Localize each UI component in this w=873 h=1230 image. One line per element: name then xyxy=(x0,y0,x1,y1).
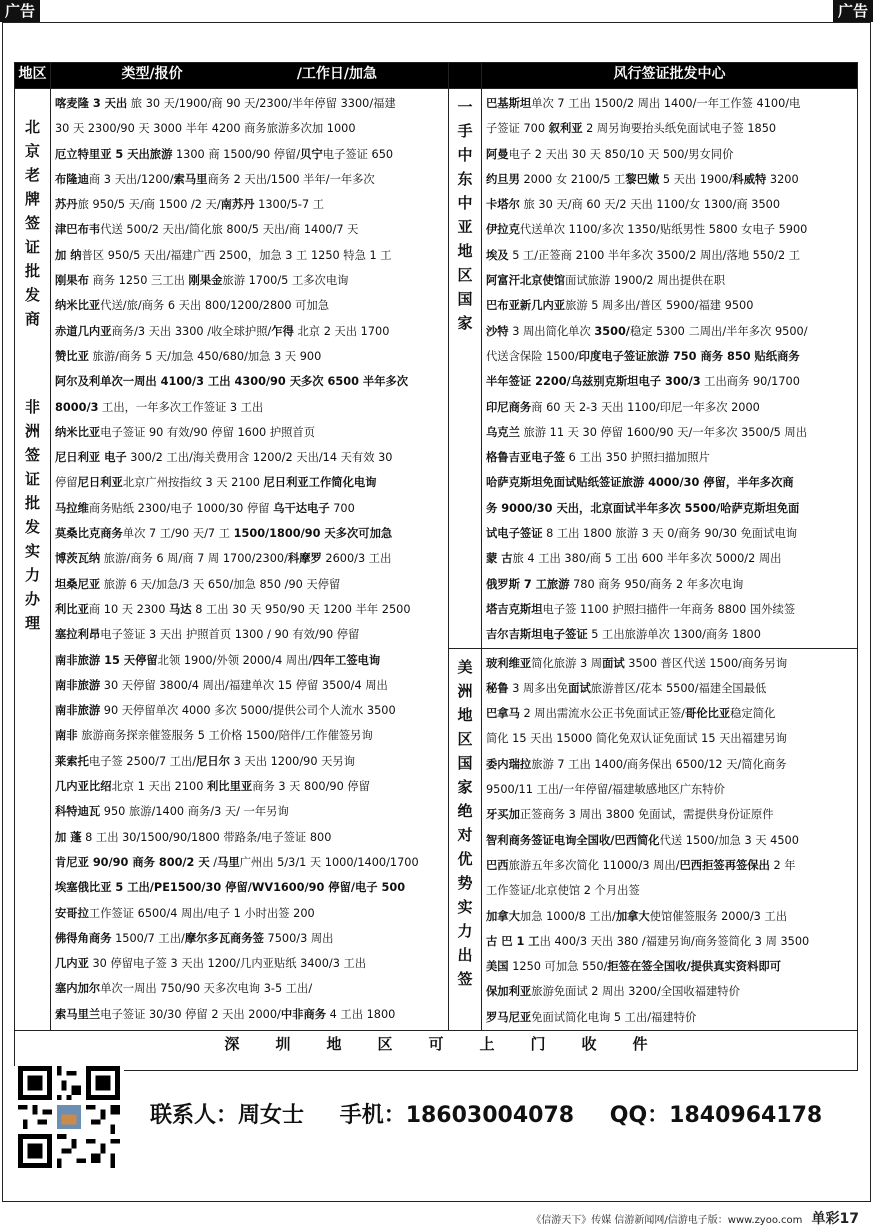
region-americas-char: 力 xyxy=(457,921,473,940)
page-number: 单彩17 xyxy=(811,1211,859,1227)
listing-line: 代送含保险 1500/印度电子签证旅游 750 商务 850 贴纸商务 xyxy=(486,349,800,363)
listing-line: 吉尔吉斯坦电子签证 5 工出旅游单次 1300/商务 1800 xyxy=(486,628,761,642)
listing-line: 停留尼日利亚北京广州按指纹 3 天 2100 尼日利亚工作简化电询 xyxy=(55,476,377,490)
header-workday-label: /工作日/加急 xyxy=(296,66,378,82)
listing-line: 纳米比亚电子签证 90 有效/90 停留 1600 护照首页 xyxy=(55,425,316,439)
listing-line: 古 巴 1 工出 400/3 天出 380 /福建另询/商务签简化 3 周 3500 xyxy=(486,934,810,948)
listing-line: 塞拉利昂电子签证 3 天出 护照首页 1300 / 90 有效/90 停留 xyxy=(55,628,360,642)
contact-phone[interactable]: 手机：18603004078 xyxy=(339,1103,575,1128)
listing-line: 阿富汗北京使馆面试旅游 1900/2 周出提供在职 xyxy=(486,274,725,288)
region-americas-char: 优 xyxy=(457,849,473,868)
listing-line: 索马里兰电子签证 30/30 停留 2 天出 2000/中非商务 4 工出 1800 xyxy=(55,1007,396,1021)
region-americas-char: 国 xyxy=(457,753,473,772)
region-africa-char: 非 xyxy=(24,398,40,416)
region-africa-char: 办 xyxy=(24,590,40,608)
listing-line: 塔吉克斯坦电子签 1100 护照扫描件一年商务 8800 国外续签 xyxy=(486,602,796,616)
listing-line: 科特迪瓦 950 旅游/1400 商务/3 天/ 一年另询 xyxy=(55,805,289,819)
region-africa-char: 理 xyxy=(24,614,40,632)
bottom-band-char: 地 xyxy=(326,1034,342,1053)
listing-line: 喀麦隆 3 天出 旅 30 天/1900/商 90 天/2300/半年停留 3300/福建 xyxy=(55,97,396,110)
listing-line: 南非旅游 90 天停留单次 4000 多次 5000/提供公司个人流水 3500 xyxy=(55,704,396,718)
region-beijing-char: 批 xyxy=(24,262,40,280)
listing-line: 坦桑尼亚 旅游 6 天/加急/3 天 650/加急 850 /90 天停留 xyxy=(55,577,341,591)
right-listing-asia xyxy=(482,89,858,649)
listing-line: 务 9000/30 天出，北京面试半年多次 5500/哈萨克斯坦免面 xyxy=(486,501,800,515)
listing-line: 工作签证/北京使馆 2 个月出签 xyxy=(486,884,640,898)
region-africa xyxy=(15,395,50,635)
listing-line: 9500/11 工出/一年停留/福建敏感地区广东特价 xyxy=(486,783,725,797)
listing-line: 马拉维商务贴纸 2300/电子 1000/30 停留 乌干达电子 700 xyxy=(55,501,355,515)
listing-line: 卡塔尔 旅 30 天/商 60 天/2 天出 1100/女 1300/商 3500 xyxy=(486,198,781,212)
table-body-top xyxy=(15,89,858,649)
listing-line: 南非旅游 15 天停留北领 1900/外领 2000/4 周出/四年工签电询 xyxy=(55,653,381,667)
contact-person: 联系人：周女士 xyxy=(150,1103,305,1128)
region-africa-char: 批 xyxy=(24,494,40,512)
listing-line: 巴布亚新几内亚旅游 5 周多出/普区 5900/福建 9500 xyxy=(486,299,754,313)
listing-line: 伊拉克代送单次 1100/多次 1350/贴纸男性 5800 女电子 5900 xyxy=(486,223,808,237)
region-americas-char: 实 xyxy=(457,897,473,916)
region-asia-char: 地 xyxy=(457,242,473,260)
region-asia-char: 东 xyxy=(457,170,473,188)
bottom-band-char: 件 xyxy=(632,1034,648,1053)
listing-line: 厄立特里亚 5 天出旅游 1300 商 1500/90 停留/贝宁电子签证 650 xyxy=(55,147,394,161)
listing-line: 苏丹旅 950/5 天/商 1500 /2 天/南苏丹 1300/5-7 工 xyxy=(55,198,325,212)
region-asia-char: 家 xyxy=(457,314,473,332)
region-beijing-char: 证 xyxy=(24,238,40,256)
listing-line: 赤道几内亚商务/3 天出 3300 /收全球护照/乍得 北京 2 天出 1700 xyxy=(55,324,390,338)
ad-label-left: 广告 xyxy=(0,0,40,22)
header-region: 地区 xyxy=(15,63,51,89)
listing-line: 津巴布韦代送 500/2 天出/简化旅 800/5 天出/商 1400/7 天 xyxy=(55,223,359,237)
listing-line: 巴西旅游五年多次简化 11000/3 周出/巴西拒签再签保出 2 年 xyxy=(486,858,796,872)
region-asia-char: 中 xyxy=(457,194,473,212)
listing-line: 阿尔及利单次一周出 4100/3 工出 4300/90 天多次 6500 半年多次 xyxy=(55,375,409,389)
region-beijing-char: 商 xyxy=(24,310,40,328)
bottom-band-char: 区 xyxy=(377,1034,393,1053)
bottom-band-char: 深 xyxy=(224,1034,240,1053)
bottom-band-char: 门 xyxy=(530,1034,546,1053)
qr-code[interactable] xyxy=(14,1066,124,1168)
listing-line: 莱索托电子签 2500/7 工出/尼日尔 3 天出 1200/90 天另询 xyxy=(55,754,355,768)
listing-line: 半年签证 2200/乌兹别克斯坦电子 300/3 工出商务 90/1700 xyxy=(486,375,800,389)
region-africa-char: 签 xyxy=(24,446,40,464)
ad-label-right: 广告 xyxy=(833,0,873,22)
region-asia-char: 一 xyxy=(457,98,473,116)
listing-line: 罗马尼亚免面试简化电询 5 工出/福建特价 xyxy=(486,1010,697,1024)
listing-line: 牙买加正签商务 3 周出 3800 免面试，需提供身份证原件 xyxy=(486,808,774,822)
page-footer xyxy=(531,1208,859,1228)
right-region-asia xyxy=(449,89,482,649)
listing-line: 加 纳普区 950/5 天出/福建广西 2500，加急 3 工 1250 特急 1 工 xyxy=(55,248,392,262)
header-spacer xyxy=(449,63,482,89)
listing-line: 埃及 5 工/正签商 2100 半年多次 3500/2 周出/落地 550/2 工 xyxy=(486,248,801,262)
listing-line: 保加利亚旅游免面试 2 周出 3200/全国收福建特价 xyxy=(486,985,740,999)
header-type-price-label: 类型/报价 xyxy=(121,66,183,82)
header-type-price xyxy=(51,63,449,89)
region-asia-char: 亚 xyxy=(457,218,473,236)
listing-line: 布隆迪商 3 天出/1200/索马里商务 2 天出/1500 半年/一年多次 xyxy=(55,172,375,186)
region-africa-char: 洲 xyxy=(24,422,40,440)
region-americas-char: 洲 xyxy=(457,681,473,700)
region-americas-char: 出 xyxy=(457,945,473,964)
left-listing-column xyxy=(51,89,449,1031)
region-asia-char: 中 xyxy=(457,146,473,164)
region-beijing-char: 老 xyxy=(24,166,40,184)
listing-line: 沙特 3 周出简化单次 3500/稳定 5300 二周出/半年多次 9500/ xyxy=(486,324,808,338)
listing-line: 哈萨克斯坦免面试贴纸签证旅游 4000/30 停留，半年多次商 xyxy=(486,476,794,490)
listing-line: 8000/3 工出，一年多次工作签证 3 工出 xyxy=(55,400,264,414)
region-beijing xyxy=(15,95,50,395)
region-asia-char: 区 xyxy=(457,266,473,284)
listing-line: 利比亚商 10 天 2300 马达 8 工出 30 天 950/90 天 1200 半年 2500 xyxy=(55,602,411,616)
listing-line: 塞内加尔单次一周出 750/90 天多次电询 3-5 工出/ xyxy=(55,982,313,996)
listing-line: 肯尼亚 90/90 商务 800/2 天 /马里广州出 5/3/1 天 1000/1400/1700 xyxy=(55,855,419,869)
region-africa-char: 力 xyxy=(24,566,40,584)
region-americas-char: 区 xyxy=(457,729,473,748)
region-africa-char: 实 xyxy=(24,542,40,560)
listing-line: 几内亚比绍北京 1 天出 2100 利比里亚商务 3 天 800/90 停留 xyxy=(55,780,370,794)
listing-line: 30 天 2300/90 天 3000 半年 4200 商务旅游多次加 1000 xyxy=(55,122,356,136)
footer-text: 《信游天下》传媒 信游新闻网/信游电子版：www.zyoo.com xyxy=(531,1215,803,1226)
right-region-americas xyxy=(449,648,482,1030)
listing-line: 玻利维亚简化旅游 3 周面试 3500 普区代送 1500/商务另询 xyxy=(486,656,788,670)
region-americas-char: 绝 xyxy=(457,801,473,820)
listing-line: 简化 15 天出 15000 简化免双认证免面试 15 天出福建另询 xyxy=(486,732,787,746)
listing-line: 秘鲁 3 周多出免面试旅游普区/花本 5500/福建全国最低 xyxy=(486,681,767,695)
region-americas-char: 家 xyxy=(457,777,473,796)
listing-line: 巴基斯坦单次 7 工出 1500/2 周出 1400/一年工作签 4100/电 xyxy=(486,97,801,110)
listing-line: 俄罗斯 7 工旅游 780 商务 950/商务 2 年多次电询 xyxy=(486,577,744,591)
contact-qq[interactable]: QQ：1840964178 xyxy=(609,1103,823,1128)
region-americas-char: 地 xyxy=(457,705,473,724)
listing-line: 约旦男 2000 女 2100/5 工黎巴嫩 5 天出 1900/科威特 3200 xyxy=(486,172,799,186)
region-beijing-char: 牌 xyxy=(24,190,40,208)
listing-line: 刚果布 商务 1250 三工出 刚果金旅游 1700/5 工多次电询 xyxy=(55,274,349,288)
region-beijing-char: 发 xyxy=(24,286,40,304)
listing-line: 几内亚 30 停留电子签 3 天出 1200/几内亚贴纸 3400/3 工出 xyxy=(55,957,367,971)
bottom-band-char: 圳 xyxy=(275,1034,291,1053)
listing-line: 尼日利亚 电子 300/2 工出/海关费用含 1200/2 天出/14 天有效 30 xyxy=(55,451,393,465)
header-right-title: 风行签证批发中心 xyxy=(482,63,858,89)
listing-line: 南非 旅游商务探亲催签服务 5 工价格 1500/陪伴/工作催签另询 xyxy=(55,729,373,743)
region-asia-char: 手 xyxy=(457,122,473,140)
region-americas-char: 对 xyxy=(457,825,473,844)
listing-line: 埃塞俄比亚 5 工出/PE1500/30 停留/WV1600/90 停留/电子 500 xyxy=(55,881,406,895)
region-americas-char: 势 xyxy=(457,873,473,892)
listing-line: 博茨瓦纳 旅游/商务 6 周/商 7 周 1700/2300/科摩罗 2600/3 工出 xyxy=(55,552,392,566)
listing-line: 委内瑞拉旅游 7 工出 1400/商务保出 6500/12 天/简化商务 xyxy=(486,757,787,771)
listing-line: 印尼商务商 60 天 2-3 天出 1100/印尼一年多次 2000 xyxy=(486,400,760,414)
left-region-column xyxy=(15,89,51,1031)
listing-line: 莫桑比克商务单次 7 工/90 天/7 工 1500/1800/90 天多次可加急 xyxy=(55,527,393,541)
bottom-band-char: 收 xyxy=(581,1034,597,1053)
listing-line: 乌克兰 旅游 11 天 30 停留 1600/90 天/一年多次 3500/5 周出 xyxy=(486,425,808,439)
table-header xyxy=(15,63,858,89)
listing-line: 阿曼电子 2 天出 30 天 850/10 天 500/男女同价 xyxy=(486,147,734,161)
bottom-band-char: 可 xyxy=(428,1034,444,1053)
listing-line: 加拿大加急 1000/8 工出/加拿大使馆催签服务 2000/3 工出 xyxy=(486,909,788,923)
bottom-band-text xyxy=(15,1031,857,1054)
region-beijing-char: 北 xyxy=(24,118,40,136)
bottom-band-row xyxy=(15,1030,858,1070)
listing-line: 巴拿马 2 周出需流水公正书免面试正签/哥伦比亚稳定简化 xyxy=(486,707,776,721)
visa-price-table xyxy=(14,62,858,1071)
region-africa-char: 证 xyxy=(24,470,40,488)
right-listing-americas xyxy=(482,648,858,1030)
listing-line: 试电子签证 8 工出 1800 旅游 3 天 0/商务 90/30 免面试电询 xyxy=(486,527,798,541)
region-africa-char: 发 xyxy=(24,518,40,536)
listing-line: 美国 1250 可加急 550/拒签在签全国收/提供真实资料即可 xyxy=(486,960,781,974)
listing-line: 安哥拉工作签证 6500/4 周出/电子 1 小时出签 200 xyxy=(55,906,315,920)
listing-line: 南非旅游 30 天停留 3800/4 周出/福建单次 15 停留 3500/4 周出 xyxy=(55,678,388,692)
bottom-band xyxy=(15,1030,858,1070)
listing-line: 子签证 700 叙利亚 2 周另询要抬头纸免面试电子签 1850 xyxy=(486,122,777,136)
listing-line: 加 蓬 8 工出 30/1500/90/1800 带路条/电子签证 800 xyxy=(55,830,332,844)
bottom-band-char: 上 xyxy=(479,1034,495,1053)
listing-line: 蒙 古旅 4 工出 380/商 5 工出 600 半年多次 5000/2 周出 xyxy=(486,552,782,566)
listing-line: 智利商务签证电询全国收/巴西简化代送 1500/加急 3 天 4500 xyxy=(486,833,799,847)
region-beijing-char: 签 xyxy=(24,214,40,232)
region-americas-char: 签 xyxy=(457,969,473,988)
listing-line: 纳米比亚代送/旅/商务 6 天出 800/1200/2800 可加急 xyxy=(55,299,330,313)
region-americas-char: 美 xyxy=(457,657,473,676)
listing-line: 格鲁吉亚电子签 6 工出 350 护照扫描加照片 xyxy=(486,451,710,465)
region-beijing-char: 京 xyxy=(24,142,40,160)
listing-line: 佛得角商务 1500/7 工出/摩尔多瓦商务签 7500/3 周出 xyxy=(55,931,334,945)
region-asia-char: 国 xyxy=(457,290,473,308)
contact-info xyxy=(150,1098,850,1129)
listing-line: 赞比亚 旅游/商务 5 天/加急 450/680/加急 3 天 900 xyxy=(55,349,322,363)
